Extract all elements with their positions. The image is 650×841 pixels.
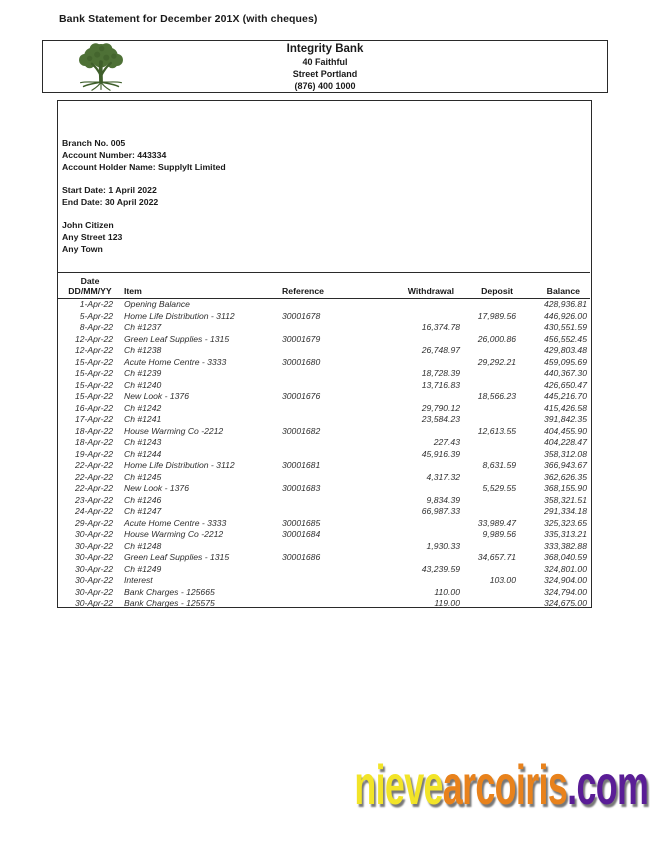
spacer <box>62 208 226 219</box>
cell-deposit <box>462 449 518 461</box>
account-holder-name: Account Holder Name: SupplyIt Limited <box>62 162 226 172</box>
bank-header-box <box>42 40 608 93</box>
cell-reference: 30001681 <box>282 460 321 470</box>
cell-date: 16-Apr-22 <box>74 402 113 413</box>
cell-withdrawal <box>394 552 462 564</box>
table-row <box>58 587 590 599</box>
cell-reference <box>282 437 394 449</box>
table-row <box>58 518 590 530</box>
cell-reference <box>282 564 394 576</box>
table-row <box>58 368 590 380</box>
cell-withdrawal: 9,834.39 <box>426 494 460 505</box>
cell-item: Ch #1243 <box>124 437 162 447</box>
cell-date: 30-Apr-22 <box>74 598 113 608</box>
cell-date: 24-Apr-22 <box>74 506 113 516</box>
header-item: Item <box>124 286 142 296</box>
cell-balance: 333,382.88 <box>543 540 587 551</box>
cell-date: 15-Apr-22 <box>74 379 113 390</box>
cell-withdrawal: 16,374.78 <box>421 322 460 332</box>
cell-balance: 404,455.90 <box>543 425 587 436</box>
cell-withdrawal <box>394 529 462 541</box>
cell-date: 17-Apr-22 <box>74 414 113 424</box>
header-date <box>58 273 122 299</box>
cell-reference <box>282 541 394 553</box>
customer-town: Any Town <box>62 244 103 254</box>
cell-item: Ch #1237 <box>124 322 162 332</box>
cell-withdrawal: 26,748.97 <box>421 345 460 355</box>
cell-item: Acute Home Centre - 3333 <box>124 517 227 528</box>
cell-balance: 358,312.08 <box>543 448 587 459</box>
cell-deposit: 17,989.56 <box>477 310 516 321</box>
watermark-part1: nieve <box>354 753 443 816</box>
branch-number: Branch No. 005 <box>62 138 126 148</box>
cell-balance: 362,626.35 <box>543 471 587 482</box>
cell-reference <box>282 403 394 415</box>
cell-item: Ch #1245 <box>124 471 162 482</box>
table-row <box>58 299 590 311</box>
cell-deposit <box>462 414 518 426</box>
cell-date: 30-Apr-22 <box>74 540 113 551</box>
cell-balance: 368,155.90 <box>543 483 587 493</box>
cell-item: Ch #1247 <box>124 506 162 516</box>
cell-withdrawal <box>394 518 462 530</box>
cell-withdrawal: 110.00 <box>434 586 460 597</box>
cell-deposit <box>462 368 518 380</box>
table-row <box>58 541 590 553</box>
cell-deposit <box>462 495 518 507</box>
cell-balance: 459,095.69 <box>543 356 587 367</box>
cell-date: 15-Apr-22 <box>74 356 113 367</box>
cell-deposit <box>462 403 518 415</box>
cell-withdrawal <box>394 460 462 472</box>
account-info-block <box>62 137 226 255</box>
cell-item: Home Life Distribution - 3112 <box>124 310 235 321</box>
cell-balance: 428,936.81 <box>543 299 587 309</box>
cell-withdrawal <box>394 391 462 403</box>
cell-withdrawal <box>394 357 462 369</box>
header-date-line1: Date <box>80 276 100 286</box>
cell-deposit <box>462 299 518 311</box>
table-body <box>58 299 590 610</box>
cell-deposit <box>462 380 518 392</box>
cell-date: 23-Apr-22 <box>74 494 113 505</box>
cell-item: Home Life Distribution - 3112 <box>124 460 235 470</box>
cell-balance: 368,040.59 <box>543 552 587 562</box>
cell-deposit: 103.00 <box>489 575 516 585</box>
cell-deposit: 8,631.59 <box>482 460 516 470</box>
cell-deposit <box>462 587 518 599</box>
cell-balance: 366,943.67 <box>543 460 587 470</box>
cell-item: Green Leaf Supplies - 1315 <box>124 333 230 344</box>
cell-deposit: 33,989.47 <box>477 517 516 528</box>
table-row <box>58 437 590 449</box>
cell-item: Acute Home Centre - 3333 <box>124 356 227 367</box>
cell-deposit <box>462 506 518 518</box>
cell-item: Ch #1239 <box>124 368 162 378</box>
cell-withdrawal: 13,716.83 <box>421 379 460 390</box>
cell-withdrawal: 227.43 <box>433 437 460 447</box>
cell-item: House Warming Co -2212 <box>124 529 224 539</box>
cell-reference: 30001686 <box>282 552 321 562</box>
cell-item: New Look - 1376 <box>124 483 189 493</box>
cell-reference <box>282 414 394 426</box>
cell-item: Ch #1248 <box>124 540 162 551</box>
cell-deposit: 12,613.55 <box>477 425 516 436</box>
cell-reference <box>282 380 394 392</box>
watermark-part3: .com <box>566 753 648 816</box>
cell-date: 19-Apr-22 <box>74 448 113 459</box>
cell-date: 18-Apr-22 <box>74 437 113 447</box>
cell-item: Green Leaf Supplies - 1315 <box>124 552 230 562</box>
table-row <box>58 460 590 472</box>
statement-box <box>57 100 592 608</box>
cell-balance: 324,675.00 <box>543 598 587 608</box>
cell-withdrawal <box>394 483 462 495</box>
cell-reference <box>282 598 394 610</box>
cell-balance: 456,552.45 <box>543 333 587 344</box>
cell-deposit: 18,566.23 <box>477 391 516 401</box>
cell-item: Ch #1244 <box>124 448 162 459</box>
cell-reference <box>282 345 394 357</box>
bank-phone: (876) 400 1000 <box>294 81 356 92</box>
cell-deposit <box>462 345 518 357</box>
cell-date: 22-Apr-22 <box>74 483 113 493</box>
cell-date: 22-Apr-22 <box>74 460 113 470</box>
bank-address-line2: Street Portland <box>292 69 358 80</box>
cell-reference: 30001679 <box>282 333 321 344</box>
cell-deposit: 34,657.71 <box>477 552 516 562</box>
cell-date: 18-Apr-22 <box>74 425 113 436</box>
customer-name: John Citizen <box>62 220 114 230</box>
cell-item: Ch #1249 <box>124 563 162 574</box>
cell-withdrawal: 23,584.23 <box>421 414 460 424</box>
cell-date: 15-Apr-22 <box>74 368 113 378</box>
cell-balance: 445,216.70 <box>543 391 587 401</box>
cell-withdrawal: 1,930.33 <box>426 540 460 551</box>
cell-withdrawal: 43,239.59 <box>421 563 460 574</box>
bank-name: Integrity Bank <box>286 43 364 55</box>
cell-deposit: 29,292.21 <box>477 356 516 367</box>
table-row <box>58 552 590 564</box>
table-row <box>58 391 590 403</box>
cell-item: Opening Balance <box>124 299 190 309</box>
cell-balance: 335,313.21 <box>543 529 587 539</box>
header-balance: Balance <box>546 286 580 296</box>
cell-reference: 30001685 <box>282 517 321 528</box>
cell-deposit: 5,529.55 <box>482 483 516 493</box>
header-deposit: Deposit <box>481 286 513 296</box>
end-date: End Date: 30 April 2022 <box>62 197 159 207</box>
document-title: Bank Statement for December 201X (with cheques) <box>59 13 318 25</box>
cell-withdrawal: 4,317.32 <box>426 471 460 482</box>
cell-withdrawal <box>394 299 462 311</box>
table-row <box>58 506 590 518</box>
cell-reference <box>282 322 394 334</box>
table-row <box>58 495 590 507</box>
cell-date: 30-Apr-22 <box>74 586 113 597</box>
cell-reference <box>282 299 394 311</box>
cell-deposit <box>462 437 518 449</box>
cell-reference <box>282 472 394 484</box>
cell-deposit <box>462 472 518 484</box>
watermark <box>354 752 648 817</box>
cell-withdrawal: 119.00 <box>434 598 460 608</box>
table-row <box>58 414 590 426</box>
cell-reference <box>282 575 394 587</box>
cell-item: Ch #1241 <box>124 414 162 424</box>
cell-reference: 30001683 <box>282 483 321 493</box>
cell-reference: 30001678 <box>282 310 321 321</box>
cell-item: Bank Charges - 125665 <box>124 586 215 597</box>
table-row <box>58 449 590 461</box>
table-row <box>58 598 590 610</box>
cell-date: 30-Apr-22 <box>74 552 113 562</box>
cell-date: 29-Apr-22 <box>74 517 113 528</box>
cell-balance: 324,904.00 <box>543 575 587 585</box>
cell-reference: 30001682 <box>282 425 321 436</box>
cell-item: New Look - 1376 <box>124 391 189 401</box>
cell-deposit <box>462 598 518 610</box>
cell-balance: 440,367.30 <box>543 368 587 378</box>
cell-balance: 391,842.35 <box>543 414 587 424</box>
table-row <box>58 483 590 495</box>
cell-balance: 324,801.00 <box>543 563 587 574</box>
customer-street: Any Street 123 <box>62 232 123 242</box>
table-row <box>58 472 590 484</box>
cell-date: 30-Apr-22 <box>74 563 113 574</box>
header-withdrawal: Withdrawal <box>407 286 454 296</box>
cell-item: Ch #1238 <box>124 345 162 355</box>
cell-date: 12-Apr-22 <box>74 345 113 355</box>
cell-item: House Warming Co -2212 <box>124 425 224 436</box>
cell-reference <box>282 368 394 380</box>
account-number: Account Number: 443334 <box>62 150 167 160</box>
table-row <box>58 345 590 357</box>
spacer <box>62 173 226 184</box>
cell-reference: 30001684 <box>282 529 321 539</box>
table-row <box>58 322 590 334</box>
cell-item: Ch #1242 <box>124 402 162 413</box>
cell-withdrawal <box>394 311 462 323</box>
cell-item: Ch #1240 <box>124 379 162 390</box>
cell-item: Interest <box>124 575 153 585</box>
table-header-row <box>58 273 590 299</box>
cell-reference <box>282 495 394 507</box>
header-date-line2: DD/MM/YY <box>68 286 112 296</box>
bank-address-line1: 40 Faithful <box>302 57 348 67</box>
cell-date: 30-Apr-22 <box>74 575 113 585</box>
cell-balance: 324,794.00 <box>543 586 587 597</box>
cell-deposit <box>462 322 518 334</box>
cell-date: 1-Apr-22 <box>79 299 113 309</box>
cell-deposit: 9,989.56 <box>482 529 516 539</box>
table-row <box>58 311 590 323</box>
cell-deposit <box>462 564 518 576</box>
cell-withdrawal <box>394 575 462 587</box>
cell-balance: 415,426.58 <box>543 402 587 413</box>
cell-deposit: 26,000.86 <box>477 333 516 344</box>
table-row <box>58 426 590 438</box>
table-row <box>58 334 590 346</box>
cell-balance: 325,323.65 <box>543 517 587 528</box>
header-reference: Reference <box>282 286 325 296</box>
cell-balance: 446,926.00 <box>543 310 587 321</box>
cell-withdrawal: 29,790.12 <box>421 402 460 413</box>
table-row <box>58 575 590 587</box>
cell-reference <box>282 587 394 599</box>
cell-reference: 30001680 <box>282 356 321 367</box>
cell-reference <box>282 506 394 518</box>
table-row <box>58 357 590 369</box>
cell-deposit <box>462 541 518 553</box>
watermark-part2: arcoiris <box>442 753 567 816</box>
cell-withdrawal: 18,728.39 <box>421 368 460 378</box>
table-row <box>58 564 590 576</box>
cell-item: Ch #1246 <box>124 494 162 505</box>
cell-withdrawal: 45,916.39 <box>421 448 460 459</box>
table-row <box>58 403 590 415</box>
cell-balance: 429,803.48 <box>543 345 587 355</box>
start-date: Start Date: 1 April 2022 <box>62 185 157 195</box>
cell-date: 22-Apr-22 <box>74 471 113 482</box>
table-row <box>58 529 590 541</box>
cell-date: 15-Apr-22 <box>74 391 113 401</box>
cell-reference <box>282 449 394 461</box>
cell-date: 8-Apr-22 <box>79 322 113 332</box>
cell-item: Bank Charges - 125575 <box>124 598 215 608</box>
cell-date: 30-Apr-22 <box>74 529 113 539</box>
cell-withdrawal: 66,987.33 <box>421 506 460 516</box>
cell-withdrawal <box>394 334 462 346</box>
cell-date: 12-Apr-22 <box>74 333 113 344</box>
cell-reference: 30001676 <box>282 391 321 401</box>
cell-date: 5-Apr-22 <box>79 310 113 321</box>
transactions-table <box>58 272 590 610</box>
bank-header-text <box>43 43 607 93</box>
cell-balance: 291,334.18 <box>543 506 587 516</box>
cell-balance: 426,650.47 <box>543 379 587 390</box>
table-row <box>58 380 590 392</box>
cell-balance: 358,321.51 <box>543 494 587 505</box>
cell-balance: 404,228.47 <box>543 437 587 447</box>
cell-withdrawal <box>394 426 462 438</box>
cell-balance: 430,551.59 <box>543 322 587 332</box>
table-header <box>58 273 590 299</box>
